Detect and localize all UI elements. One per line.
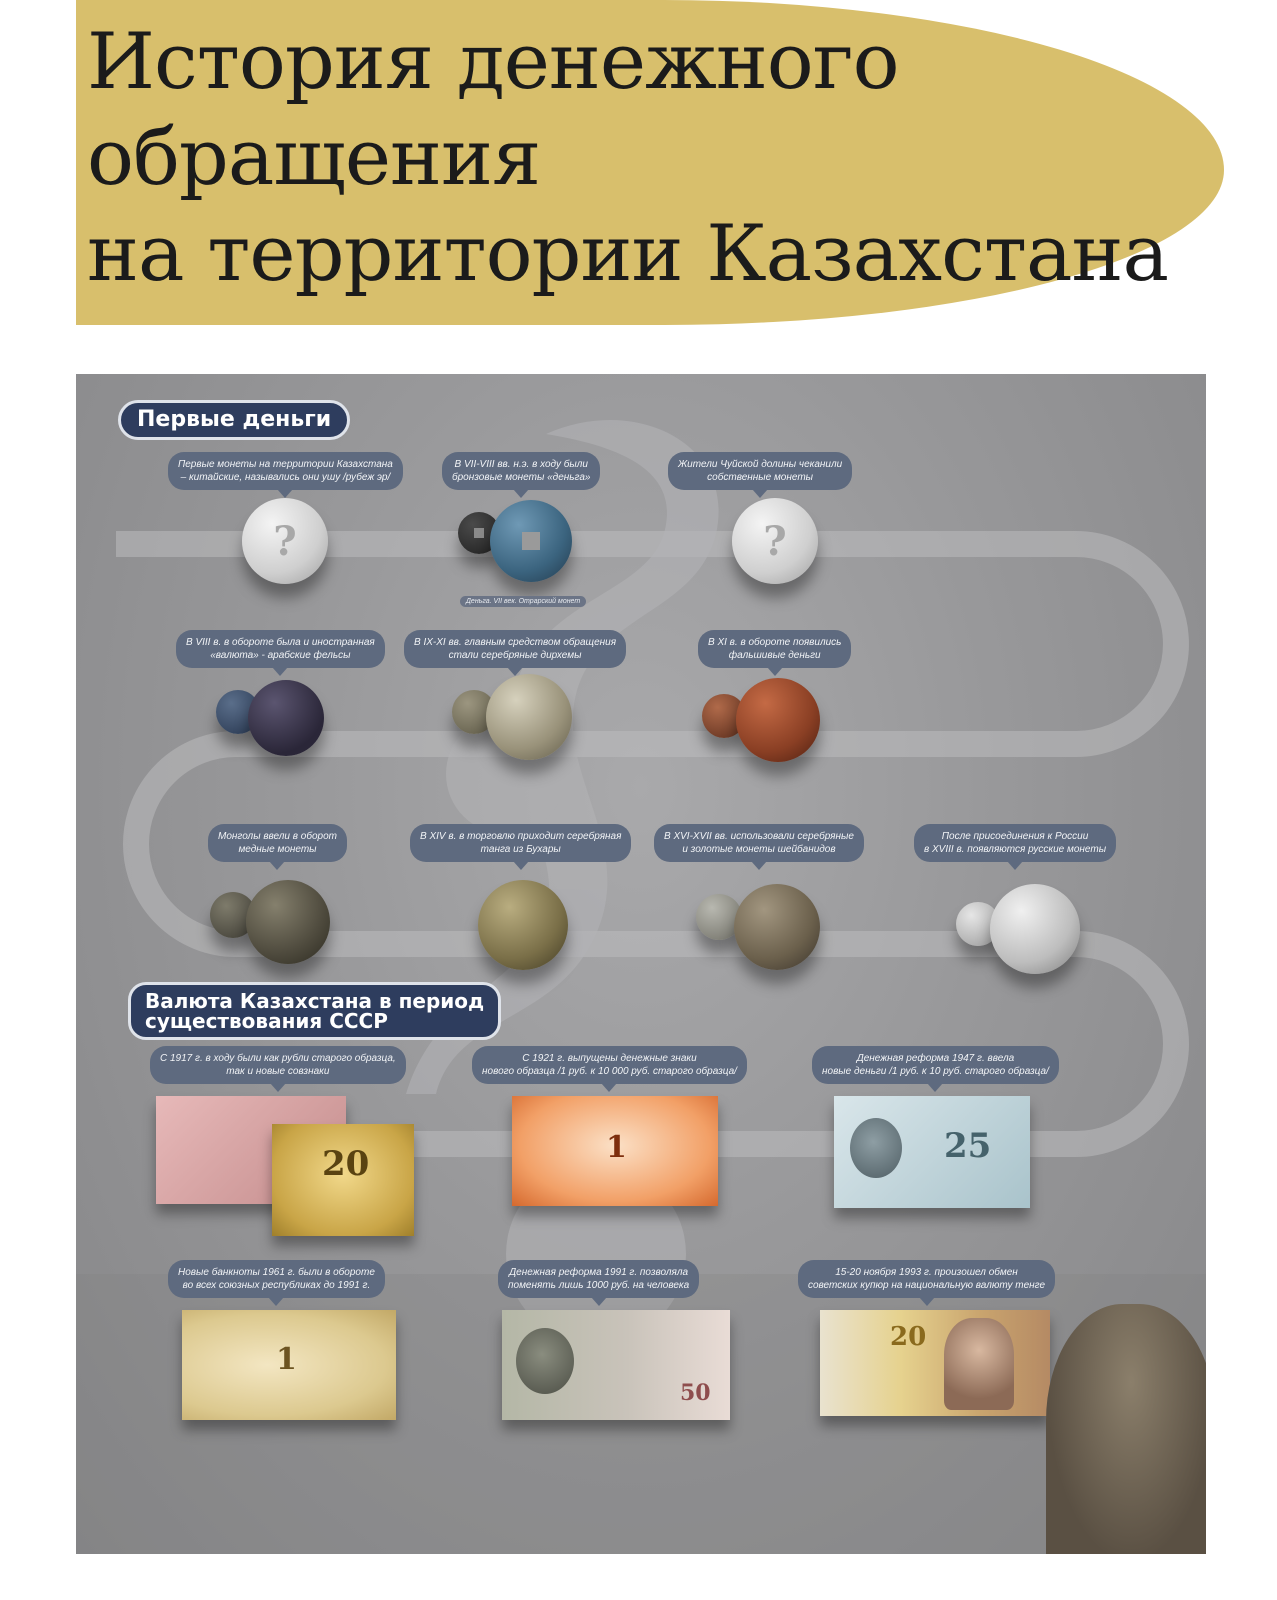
portrait <box>850 1118 902 1178</box>
caption-line: В VII-VIII вв. н.э. в ходу были <box>454 459 588 470</box>
caption-line: бронзовые монеты «деньга» <box>452 472 591 483</box>
coin-mongol <box>246 880 330 964</box>
caption-line: Новые банкноты 1961 г. были в обороте <box>178 1267 375 1278</box>
caption-bubble <box>176 630 385 668</box>
caption-bubble <box>410 824 631 862</box>
caption-line: нового образца /1 руб. к 10 000 руб. старого образца/ <box>482 1066 737 1077</box>
caption-line: 15-20 ноября 1993 г. произошел обмен <box>835 1267 1018 1278</box>
caption-bubble <box>698 630 851 668</box>
coin-dengi <box>490 500 572 582</box>
caption-line: После присоединения к России <box>941 831 1089 842</box>
caption-bubble <box>914 824 1116 862</box>
coin-chuy-valley: ? <box>732 498 818 584</box>
caption-line: В XI в. в обороте появились <box>708 637 842 648</box>
caption-bubble <box>442 452 600 490</box>
caption-line: В VIII в. в обороте была и иностранная <box>186 637 375 648</box>
caption-bubble <box>498 1260 699 1298</box>
banknote-denomination: 1 <box>606 1130 627 1165</box>
infographic-poster <box>76 374 1206 1554</box>
coin-arab-fels <box>248 680 324 756</box>
coin-dirham <box>486 674 572 760</box>
caption-bubble <box>668 452 852 490</box>
caption-line: С 1921 г. выпущены денежные знаки <box>522 1053 697 1064</box>
caption-line: танга из Бухары <box>480 844 561 855</box>
title-line-3: на территории Казахстана <box>87 209 1168 299</box>
banknote-denomination: 50 <box>680 1380 711 1406</box>
caption-line: в XVIII в. появляются русские монеты <box>924 844 1107 855</box>
banknote-1947 <box>834 1096 1030 1208</box>
caption-bubble <box>208 824 347 862</box>
caption-line: – китайские, назывались они ушу /рубеж эр/ <box>180 472 391 483</box>
caption-line: С 1917 г. в ходу были как рубли старого образца, <box>160 1053 396 1064</box>
coin-sheibanid <box>734 884 820 970</box>
caption-line: Денежная реформа 1947 г. ввела <box>856 1053 1015 1064</box>
section-title-ussr-currency <box>128 982 501 1040</box>
caption-line: В XIV в. в торговлю приходит серебряная <box>420 831 622 842</box>
statue-decoration <box>1046 1304 1206 1554</box>
caption-line: новые деньги /1 руб. к 10 руб. старого образца/ <box>822 1066 1049 1077</box>
title-line-1: История денежного <box>87 17 899 107</box>
caption-line: поменять лишь 1000 руб. на человека <box>508 1280 690 1291</box>
caption-line: собственные монеты <box>707 472 814 483</box>
page-title <box>87 14 1168 302</box>
section2-title-line: существования СССР <box>145 1009 388 1033</box>
caption-bubble <box>168 452 403 490</box>
banknote-1917 <box>272 1124 414 1236</box>
caption-line: В XVI-XVII вв. использовали серебряные <box>664 831 854 842</box>
section-title-first-money <box>118 400 350 440</box>
banknote-1961 <box>182 1310 396 1420</box>
caption-line: и золотые монеты шейбанидов <box>682 844 836 855</box>
banknote-denomination: 20 <box>322 1144 370 1184</box>
coin-chinese: ? <box>242 498 328 584</box>
coin-fake <box>736 678 820 762</box>
caption-line: медные монеты <box>238 844 317 855</box>
section1-title-text: Первые деньги <box>137 407 332 432</box>
caption-bubble <box>150 1046 406 1084</box>
caption-line: фальшивые деньги <box>728 650 821 661</box>
caption-bubble <box>404 630 626 668</box>
banknote-denomination: 25 <box>944 1126 992 1166</box>
caption-line: во всех союзных республиках до 1991 г. <box>182 1280 371 1291</box>
caption-line: Денежная реформа 1991 г. позволяла <box>509 1267 689 1278</box>
caption-bubble <box>798 1260 1055 1298</box>
banknote-denomination: 20 <box>890 1322 927 1352</box>
caption-bubble <box>654 824 864 862</box>
title-line-2: обращения <box>87 113 541 203</box>
caption-line: В IX-XI вв. главным средством обращения <box>414 637 617 648</box>
caption-line: Жители Чуйской долины чеканили <box>678 459 843 470</box>
coin-russian <box>990 884 1080 974</box>
coin-tanga-bukhara <box>478 880 568 970</box>
portrait <box>516 1328 574 1394</box>
banknote-1991 <box>502 1310 730 1420</box>
caption-line: так и новые совзнаки <box>226 1066 330 1077</box>
caption-line: Монголы ввели в оборот <box>218 831 337 842</box>
caption-line: советских купюр на национальную валюту тенге <box>808 1280 1046 1291</box>
caption-line: стали серебряные дирхемы <box>448 650 582 661</box>
caption-line: «валюта» - арабские фельсы <box>210 650 351 661</box>
section2-title-line: Валюта Казахстана в период <box>145 989 485 1013</box>
caption-bubble <box>812 1046 1059 1084</box>
caption-bubble <box>472 1046 747 1084</box>
banknote-tenge-1993 <box>820 1310 1050 1416</box>
coin-sub-caption: Деньга. VII век. Отрарский монет <box>460 596 586 607</box>
banknote-1921 <box>512 1096 718 1206</box>
caption-line: Первые монеты на территории Казахстана <box>178 459 393 470</box>
portrait <box>944 1318 1014 1410</box>
banknote-denomination: 1 <box>276 1342 297 1377</box>
caption-bubble <box>168 1260 385 1298</box>
